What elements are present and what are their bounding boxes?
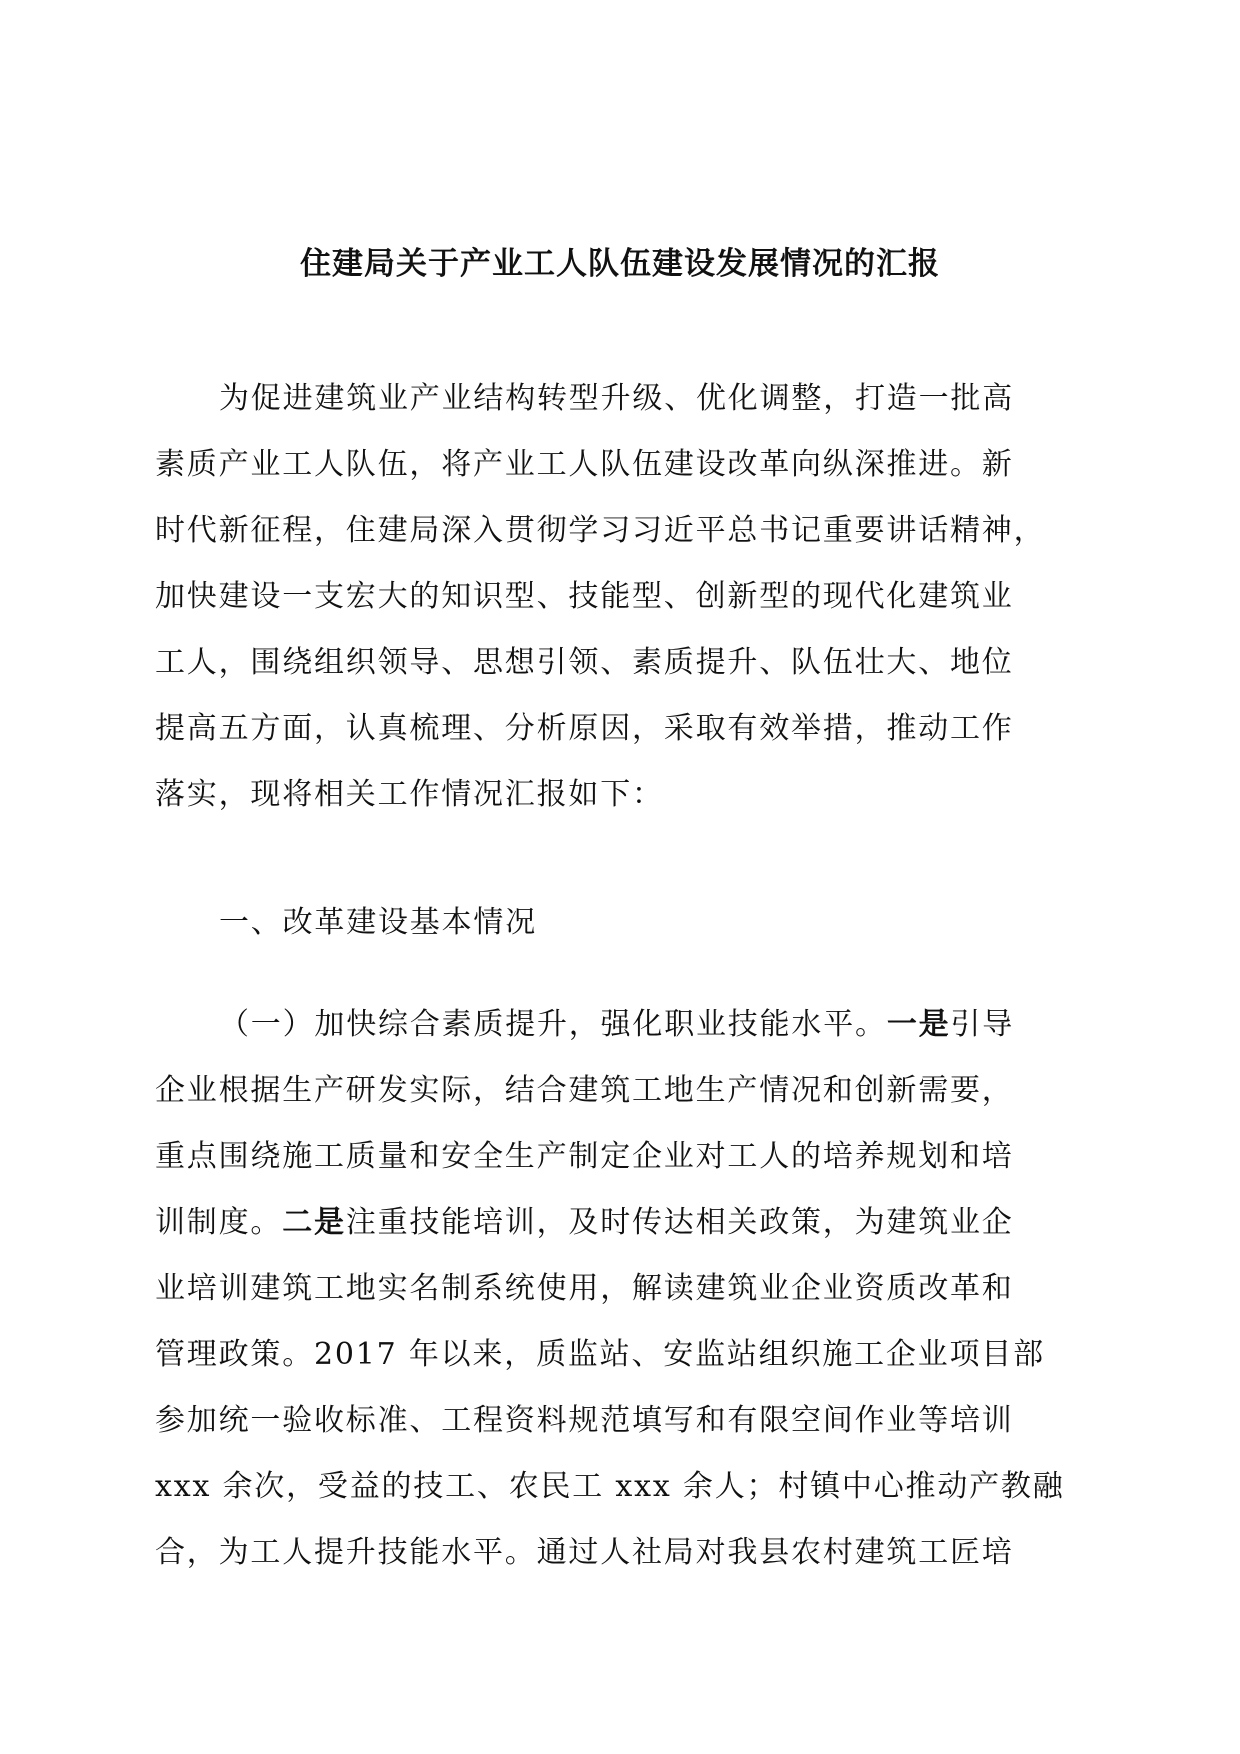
- intro-line: 素质产业工人队伍，将产业工人队伍建设改革向纵深推进。新: [155, 447, 1014, 482]
- subsection-line: xxx 余次，受益的技工、农民工 xxx 余人；村镇中心推动产教融: [155, 1469, 1065, 1504]
- subsection-line: 重点围绕施工质量和安全生产制定企业对工人的培养规划和培: [155, 1139, 1014, 1174]
- subsection-line: 业培训建筑工地实名制系统使用，解读建筑业企业资质改革和: [155, 1271, 1014, 1306]
- intro-line: 加快建设一支宏大的知识型、技能型、创新型的现代化建筑业: [155, 579, 1014, 614]
- subsection-paragraph: [155, 992, 1070, 1586]
- subsection-line: 管理政策。2017 年以来，质监站、安监站组织施工企业项目部: [155, 1337, 1045, 1372]
- bold-marker: 二是: [282, 1205, 346, 1240]
- intro-line: 提高五方面，认真梳理、分析原因，采取有效举措，推动工作: [155, 711, 1014, 746]
- intro-line: 时代新征程，住建局深入贯彻学习习近平总书记重要讲话精神，: [155, 513, 1046, 548]
- text-run: 引导: [950, 1007, 1015, 1042]
- text-run: 训制度。: [155, 1205, 283, 1240]
- document-title: 住建局关于产业工人队伍建设发展情况的汇报: [300, 246, 940, 282]
- intro-line: 为促进建筑业产业结构转型升级、优化调整，打造一批高: [219, 381, 1014, 416]
- subsection-heading-text: （一）加快综合素质提升，强化职业技能水平。: [219, 1007, 887, 1042]
- subsection-line: 企业根据生产研发实际，结合建筑工地生产情况和创新需要，: [155, 1073, 1014, 1108]
- section-heading: 一、改革建设基本情况: [219, 905, 537, 940]
- subsection-line: 合，为工人提升技能水平。通过人社局对我县农村建筑工匠培: [155, 1535, 1014, 1570]
- text-run: 注重技能培训，及时传达相关政策，为建筑业企: [345, 1205, 1014, 1240]
- subsection-line: [155, 1190, 1070, 1256]
- intro-line: 落实，现将相关工作情况汇报如下：: [155, 777, 664, 812]
- bold-marker: 一是: [886, 1007, 951, 1042]
- subsection-line: [155, 992, 1070, 1058]
- intro-line: 工人，围绕组织领导、思想引领、素质提升、队伍壮大、地位: [155, 645, 1014, 680]
- intro-paragraph: [155, 366, 1070, 828]
- subsection-line: 参加统一验收标准、工程资料规范填写和有限空间作业等培训: [155, 1403, 1014, 1438]
